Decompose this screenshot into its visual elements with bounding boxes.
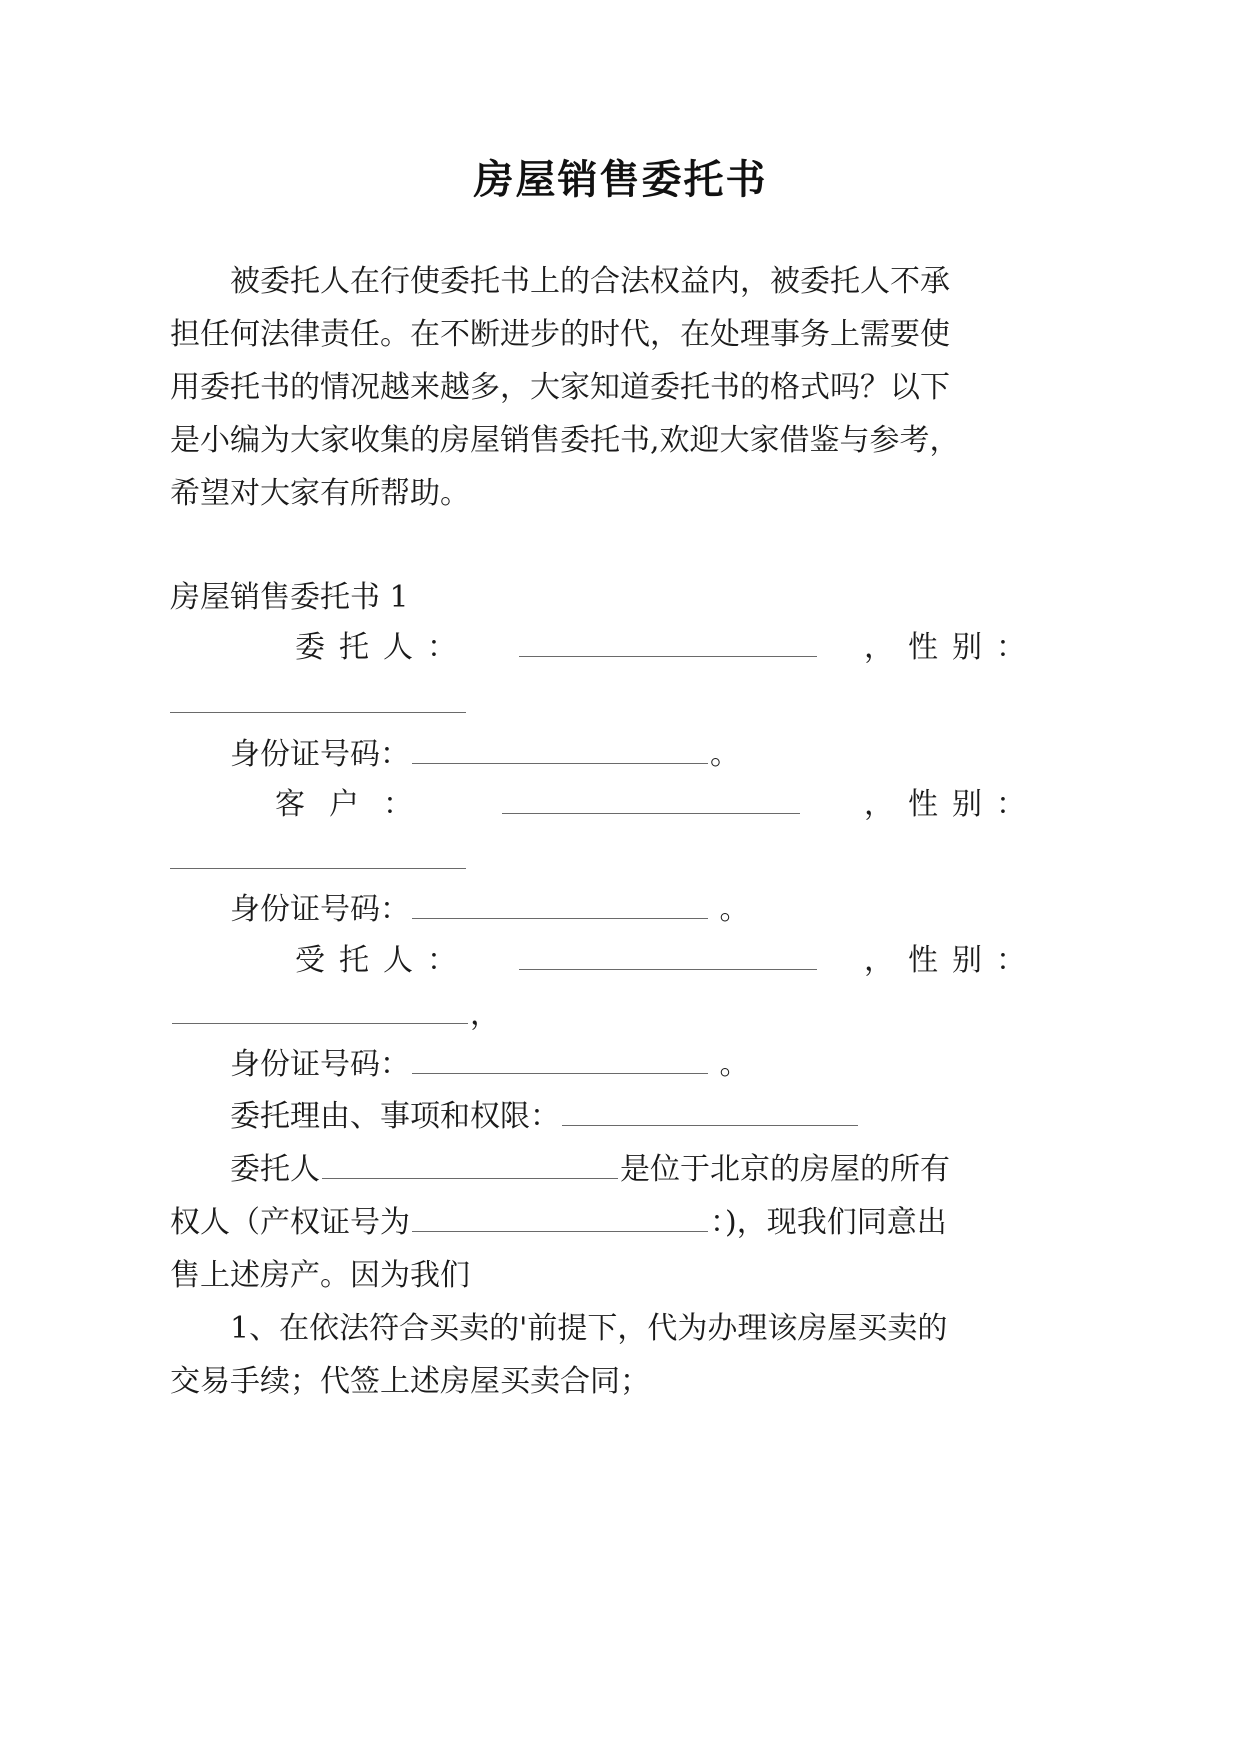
ownership-line2-start: 权人（产权证号为: [170, 1205, 410, 1240]
id-end-1: 。: [710, 737, 740, 772]
owner-name-blank[interactable]: [322, 1150, 618, 1179]
comma-after-blank: ，: [470, 997, 500, 1032]
intro-line-4: 是小编为大家收集的房屋销售委托书,欢迎大家借鉴与参考，: [170, 423, 960, 458]
principal-name-blank[interactable]: [519, 628, 817, 657]
id-number-blank-3[interactable]: [412, 1045, 708, 1074]
id-row-3: [230, 1045, 750, 1085]
property-cert-blank[interactable]: [412, 1203, 708, 1232]
ownership-line2-end: ：)，现我们同意出: [710, 1205, 947, 1240]
intro-line-1: 被委托人在行使委托书上的合法权益内，被委托人不承: [230, 264, 950, 299]
document-title: 房屋销售委托书: [473, 157, 768, 203]
id-row-1: [230, 735, 740, 775]
id-number-blank-2[interactable]: [412, 890, 708, 919]
id-end-2: 。: [719, 892, 750, 927]
id-end-3: 。: [719, 1047, 750, 1082]
agent-gender-row: [170, 995, 500, 1035]
intro-line-2: 担任何法律责任。在不断进步的时代，在处理事务上需要使: [170, 317, 950, 352]
ownership-mid: 是位于北京的房屋的所有: [620, 1152, 950, 1187]
principal-gender-blank[interactable]: [170, 712, 466, 713]
reason-blank[interactable]: [562, 1097, 858, 1126]
agent-gender-blank[interactable]: [172, 995, 468, 1024]
id-row-2: [230, 890, 750, 930]
gender-label-1: ，性别：: [864, 630, 1040, 665]
reason-label: 委托理由、事项和权限：: [230, 1099, 560, 1134]
principal-row: [295, 628, 1040, 668]
agent-name-blank[interactable]: [519, 941, 817, 970]
agent-label: 受托人：: [295, 943, 471, 978]
client-row: [275, 785, 1040, 825]
ownership-start: 委托人: [230, 1152, 320, 1187]
item1-line-2: 交易手续；代签上述房屋买卖合同；: [170, 1364, 650, 1399]
agent-row: [295, 941, 1040, 981]
ownership-line-3: 售上述房产。因为我们: [170, 1258, 470, 1293]
principal-label: 委托人：: [295, 630, 471, 665]
client-name-blank[interactable]: [502, 785, 800, 814]
ownership-line-1: [230, 1150, 950, 1190]
intro-line-3: 用委托书的情况越来越多，大家知道委托书的格式吗？以下: [170, 370, 950, 405]
id-number-blank-1[interactable]: [412, 735, 708, 764]
id-label-2: 身份证号码：: [230, 892, 410, 927]
reason-row: [230, 1097, 860, 1137]
id-label-1: 身份证号码：: [230, 737, 410, 772]
id-label-3: 身份证号码：: [230, 1047, 410, 1082]
gender-label-3: ，性别：: [864, 943, 1040, 978]
ownership-line-2: [170, 1203, 947, 1243]
section-heading: 房屋销售委托书 1: [170, 580, 409, 615]
gender-label-2: ，性别：: [864, 787, 1040, 822]
intro-line-5: 希望对大家有所帮助。: [170, 476, 470, 511]
client-gender-blank[interactable]: [170, 868, 466, 869]
item1-line-1: 1、在依法符合买卖的'前提下，代为办理该房屋买卖的: [230, 1311, 948, 1346]
client-label: 客户：: [275, 787, 437, 822]
